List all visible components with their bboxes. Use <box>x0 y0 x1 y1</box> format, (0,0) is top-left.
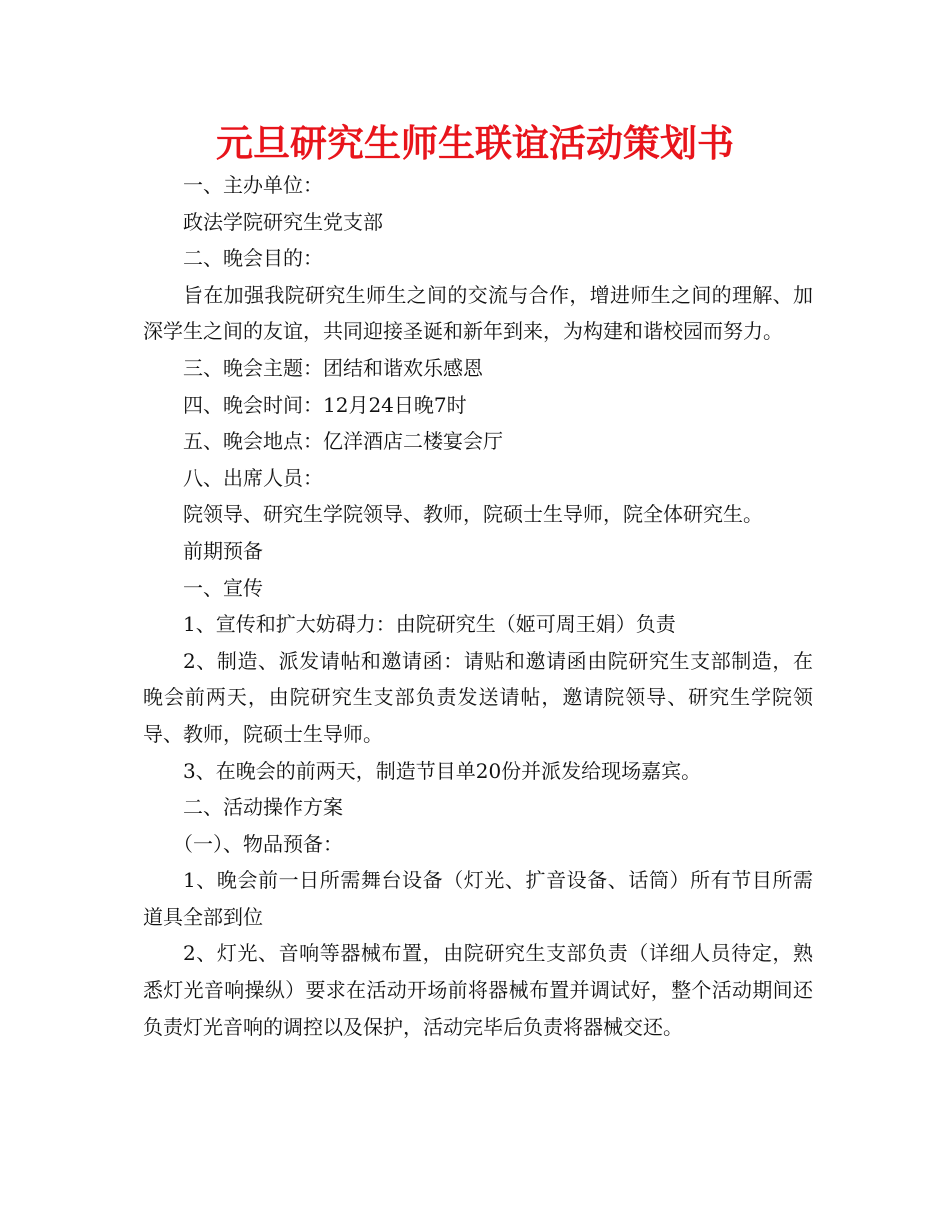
paragraph-organizer-heading: 一、主办单位： <box>183 173 323 197</box>
paragraph-venue: 五、晚会地点：亿洋酒店二楼宴会厅 <box>183 429 503 454</box>
document-body <box>143 167 813 1045</box>
paragraph-theme: 三、晚会主题：团结和谐欢乐感恩 <box>183 355 483 380</box>
paragraph-attendees: 院领导、研究生学院领导、教师，院硕士生导师，院全体研究生。 <box>183 502 763 527</box>
paragraph-publicity-2: 2、制造、派发请帖和邀请函：请贴和邀请函由院研究生支部制造，在晚会前两天，由院研究生支部负责发送请帖，邀请院领导、研究生学院领导、教师，院硕士生导师。 <box>143 648 813 746</box>
paragraph-attendees-heading: 八、出席人员： <box>183 465 323 490</box>
paragraph-publicity-3: 3、在晚会的前两天，制造节目单20份并派发给现场嘉宾。 <box>183 758 702 783</box>
paragraph-purpose-heading: 二、晚会目的： <box>183 246 323 271</box>
document-title: 元旦研究生师生联谊活动策划书 <box>216 122 734 165</box>
paragraph-supplies-1: 1、晚会前一日所需舞台设备（灯光、扩音设备、话筒）所有节目所需道具全部到位 <box>143 868 813 929</box>
paragraph-publicity-heading: 一、宣传 <box>183 575 263 600</box>
paragraph-supplies-heading: （一）、物品预备： <box>173 831 343 856</box>
paragraph-preparation-heading: 前期预备 <box>183 538 263 563</box>
paragraph-publicity-1: 1、宣传和扩大妨碍力：由院研究生（姬可周王娟）负责 <box>183 612 676 637</box>
paragraph-organizer: 政法学院研究生党支部 <box>183 209 383 234</box>
paragraph-supplies-2: 2、灯光、音响等器械布置，由院研究生支部负责（详细人员待定，熟悉灯光音响操纵）要求在活动开场前将器械布置并调试好，整个活动期间还负责灯光音响的调控以及保护，活动完毕后负责将器械交还。 <box>143 941 813 1039</box>
paragraph-purpose: 旨在加强我院研究生师生之间的交流与合作，增进师生之间的理解、加深学生之间的友谊，共同迎接圣诞和新年到来，为构建和谐校园而努力。 <box>143 282 813 344</box>
paragraph-operation-heading: 二、活动操作方案 <box>183 795 343 820</box>
paragraph-time: 四、晚会时间：12月24日晚7时 <box>183 392 467 417</box>
